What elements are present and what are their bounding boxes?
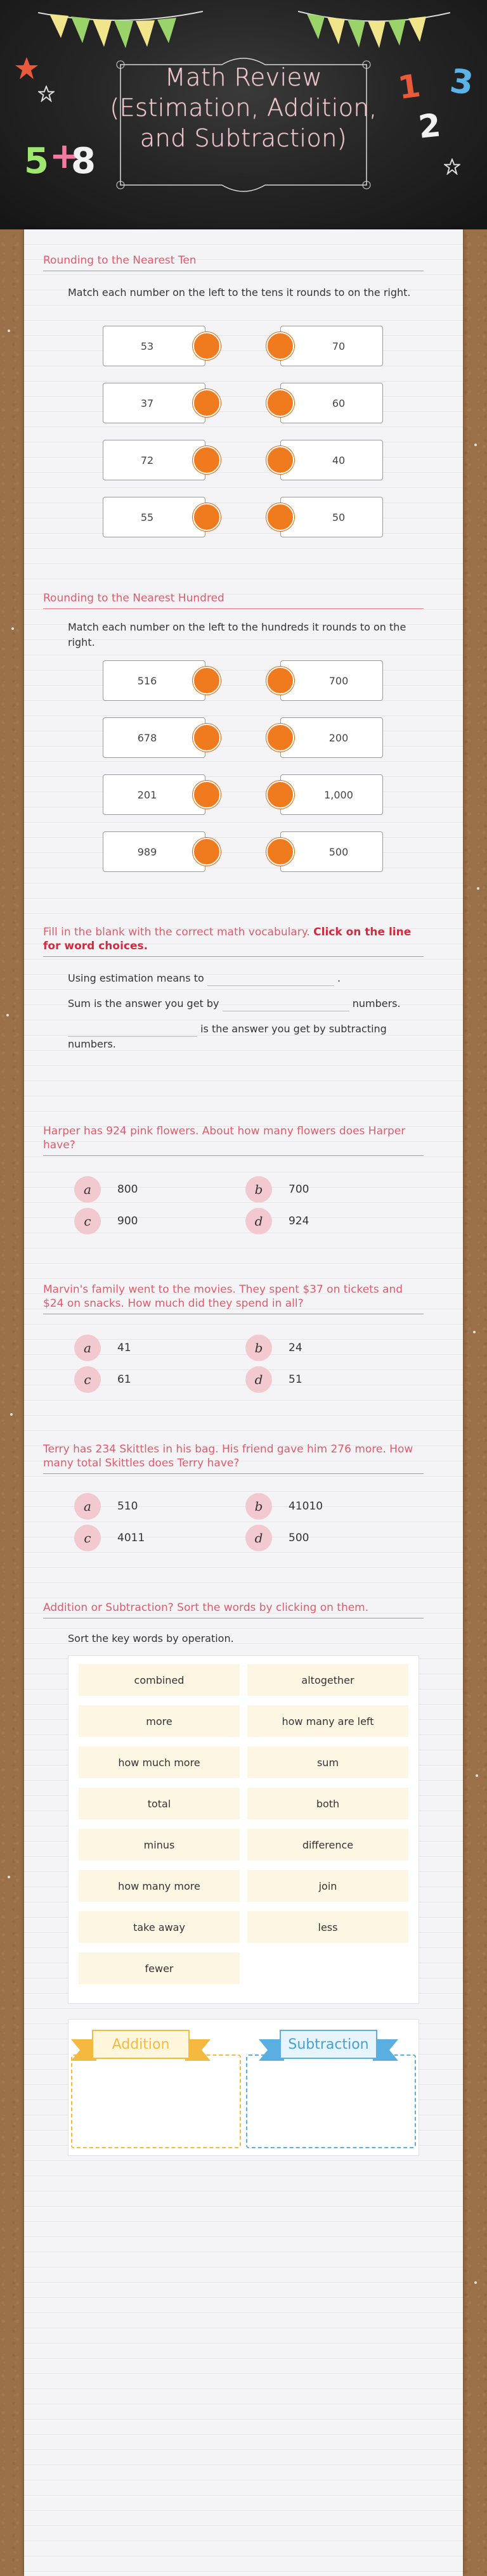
- tens-left-connector[interactable]: [193, 389, 221, 417]
- hundreds-left-connector[interactable]: [193, 724, 221, 752]
- sort-word-chip[interactable]: altogether: [247, 1664, 408, 1696]
- side-dot: [476, 1774, 478, 1777]
- hundreds-right-connector[interactable]: [266, 667, 294, 695]
- q3-option-c-badge[interactable]: c: [74, 1525, 101, 1551]
- star-outline-icon: [38, 86, 55, 102]
- hundreds-right-item[interactable]: 200: [280, 717, 383, 758]
- q1-option-d-badge[interactable]: d: [245, 1208, 272, 1234]
- vocab-sentence-1: [68, 971, 423, 986]
- q2-option-b-text[interactable]: 24: [289, 1342, 302, 1354]
- q2-option-c-text[interactable]: 61: [117, 1373, 131, 1386]
- q1-option-a-text[interactable]: 800: [117, 1183, 138, 1196]
- tens-right-connector[interactable]: [266, 332, 294, 360]
- tens-left-item[interactable]: 72: [103, 440, 205, 480]
- chalk-number-5: 5: [24, 141, 49, 182]
- sort-word-chip[interactable]: both: [247, 1788, 408, 1819]
- q1-option-c-badge[interactable]: c: [74, 1208, 101, 1234]
- side-dot: [6, 1014, 9, 1016]
- hundreds-left-item[interactable]: 989: [103, 831, 205, 872]
- tens-left-item[interactable]: 53: [103, 326, 205, 366]
- hundreds-right-item[interactable]: 500: [280, 831, 383, 872]
- vocab-section-title: [43, 925, 424, 957]
- tens-right-item[interactable]: 50: [280, 497, 383, 537]
- q2-option-b-badge[interactable]: b: [245, 1335, 272, 1361]
- hundreds-left-connector[interactable]: [193, 838, 221, 866]
- chalk-plus: +: [49, 136, 79, 177]
- q3-option-a-badge[interactable]: a: [74, 1493, 101, 1520]
- addition-bin-label: Addition: [112, 2036, 170, 2053]
- q3-option-d-text[interactable]: 500: [289, 1532, 309, 1544]
- star-icon: [14, 56, 39, 81]
- worksheet-paper: [24, 229, 463, 2576]
- tens-left-connector[interactable]: [193, 503, 221, 531]
- vocab-blank-2[interactable]: [223, 1000, 349, 1011]
- sort-word-chip[interactable]: sum: [247, 1746, 408, 1778]
- title-line-2: (Estimation, Addition,: [110, 94, 377, 122]
- sort-word-chip[interactable]: minus: [79, 1829, 240, 1861]
- star-outline-icon: [444, 158, 460, 175]
- sort-instruction: Sort the key words by operation.: [68, 1632, 234, 1644]
- bunting-right-decoration: [298, 0, 450, 57]
- side-dot: [11, 627, 14, 630]
- side-dot: [473, 1331, 476, 1333]
- hundreds-right-connector[interactable]: [266, 724, 294, 752]
- q2-option-d-badge[interactable]: d: [245, 1366, 272, 1393]
- sort-word-chip[interactable]: more: [79, 1705, 240, 1737]
- hundreds-section-title: Rounding to the Nearest Hundred: [43, 591, 424, 609]
- side-dot: [474, 444, 477, 446]
- chalkboard-header: [0, 0, 487, 229]
- vocab-title-text: Fill in the blank with the correct math vocabulary.: [43, 926, 310, 939]
- q2-option-c-badge[interactable]: c: [74, 1366, 101, 1393]
- hundreds-left-connector[interactable]: [193, 781, 221, 809]
- q3-option-c-text[interactable]: 4011: [117, 1532, 145, 1544]
- chalk-number-3: 3: [448, 61, 476, 103]
- sort-word-chip[interactable]: total: [79, 1788, 240, 1819]
- title-line-1: Math Review: [164, 63, 323, 91]
- vocab-line2-text: Sum is the answer you get by: [68, 997, 219, 1009]
- tens-instruction: Match each number on the left to the tens it rounds to on the right.: [68, 286, 411, 298]
- hundreds-left-item[interactable]: 678: [103, 717, 205, 758]
- side-dot: [8, 330, 10, 332]
- side-dot: [10, 1413, 13, 1416]
- bunting-left-decoration: [38, 0, 203, 57]
- tens-left-item[interactable]: 55: [103, 497, 205, 537]
- q1-option-b-badge[interactable]: b: [245, 1176, 272, 1203]
- q3-option-a-text[interactable]: 510: [117, 1500, 138, 1513]
- tens-left-connector[interactable]: [193, 332, 221, 360]
- tens-left-connector[interactable]: [193, 446, 221, 474]
- subtraction-drop-zone[interactable]: [246, 2054, 416, 2148]
- chalk-number-8: 8: [71, 141, 96, 182]
- sort-word-chip[interactable]: take away: [79, 1911, 240, 1943]
- hundreds-left-item[interactable]: 516: [103, 660, 205, 701]
- q2-question: Marvin's family went to the movies. They spent $37 on tickets and $24 on snacks. How much did they spend in all?: [43, 1283, 424, 1314]
- tens-section-title: Rounding to the Nearest Ten: [43, 253, 424, 271]
- side-dot: [477, 887, 479, 890]
- page-title: [95, 62, 392, 153]
- addition-drop-zone[interactable]: [71, 2054, 241, 2148]
- hundreds-instruction: Match each number on the left to the hundreds it rounds to on the right.: [68, 621, 406, 648]
- vocab-line3-text: is the answer you get by subtracting: [200, 1023, 387, 1035]
- hundreds-left-connector[interactable]: [193, 667, 221, 695]
- tens-right-item[interactable]: 60: [280, 383, 383, 423]
- side-dot: [8, 1876, 10, 1878]
- sort-word-chip[interactable]: combined: [79, 1664, 240, 1696]
- sort-word-chip[interactable]: how many more: [79, 1870, 240, 1902]
- tens-right-connector[interactable]: [266, 389, 294, 417]
- q3-option-b-badge[interactable]: b: [245, 1493, 272, 1520]
- vocab-line2-end: numbers.: [352, 997, 401, 1009]
- q3-option-b-text[interactable]: 41010: [289, 1500, 323, 1513]
- sort-word-chip[interactable]: how much more: [79, 1746, 240, 1778]
- tens-right-connector[interactable]: [266, 503, 294, 531]
- sort-section-title: Addition or Subtraction? Sort the words by clicking on them.: [43, 1601, 424, 1618]
- subtraction-bin-label: Subtraction: [288, 2036, 369, 2053]
- chalk-number-1: 1: [396, 67, 423, 107]
- vocab-line3-end: numbers.: [68, 1038, 116, 1050]
- q1-option-c-text[interactable]: 900: [117, 1215, 138, 1227]
- hundreds-right-connector[interactable]: [266, 781, 294, 809]
- vocab-title-hint: Click on the line for word choices.: [43, 926, 412, 952]
- sort-word-chip[interactable]: how many are left: [247, 1705, 408, 1737]
- q2-option-d-text[interactable]: 51: [289, 1373, 302, 1386]
- hundreds-right-connector[interactable]: [266, 838, 294, 866]
- vocab-line1-text: Using estimation means to: [68, 972, 204, 984]
- q1-option-a-badge[interactable]: a: [74, 1176, 101, 1203]
- hundreds-right-item[interactable]: 1,000: [280, 774, 383, 815]
- vocab-sentence-2: [68, 996, 423, 1011]
- side-dot: [474, 2281, 477, 2284]
- q3-question: Terry has 234 Skittles in his bag. His friend gave him 276 more. How many total Skittles does Terry have?: [43, 1442, 424, 1474]
- q1-option-b-text[interactable]: 700: [289, 1183, 309, 1196]
- tens-right-item[interactable]: 40: [280, 440, 383, 480]
- vocab-blank-1[interactable]: [207, 975, 334, 986]
- title-line-3: and Subtraction): [140, 124, 347, 152]
- sort-word-chip[interactable]: difference: [247, 1829, 408, 1861]
- tens-right-item[interactable]: 70: [280, 326, 383, 366]
- q2-option-a-text[interactable]: 41: [117, 1342, 131, 1354]
- tens-right-connector[interactable]: [266, 446, 294, 474]
- chalk-number-2: 2: [417, 106, 443, 146]
- tens-left-item[interactable]: 37: [103, 383, 205, 423]
- q2-option-a-badge[interactable]: a: [74, 1335, 101, 1361]
- sort-word-chip[interactable]: fewer: [79, 1952, 240, 1984]
- hundreds-left-item[interactable]: 201: [103, 774, 205, 815]
- sort-word-chip[interactable]: less: [247, 1911, 408, 1943]
- q3-option-d-badge[interactable]: d: [245, 1525, 272, 1551]
- sort-word-chip[interactable]: join: [247, 1870, 408, 1902]
- q1-question: Harper has 924 pink flowers. About how many flowers does Harper have?: [43, 1124, 424, 1156]
- vocab-line1-end: .: [337, 972, 341, 984]
- hundreds-right-item[interactable]: 700: [280, 660, 383, 701]
- vocab-blank-3[interactable]: [68, 1025, 197, 1037]
- q1-option-d-text[interactable]: 924: [289, 1215, 309, 1227]
- vocab-sentence-3: [68, 1022, 423, 1052]
